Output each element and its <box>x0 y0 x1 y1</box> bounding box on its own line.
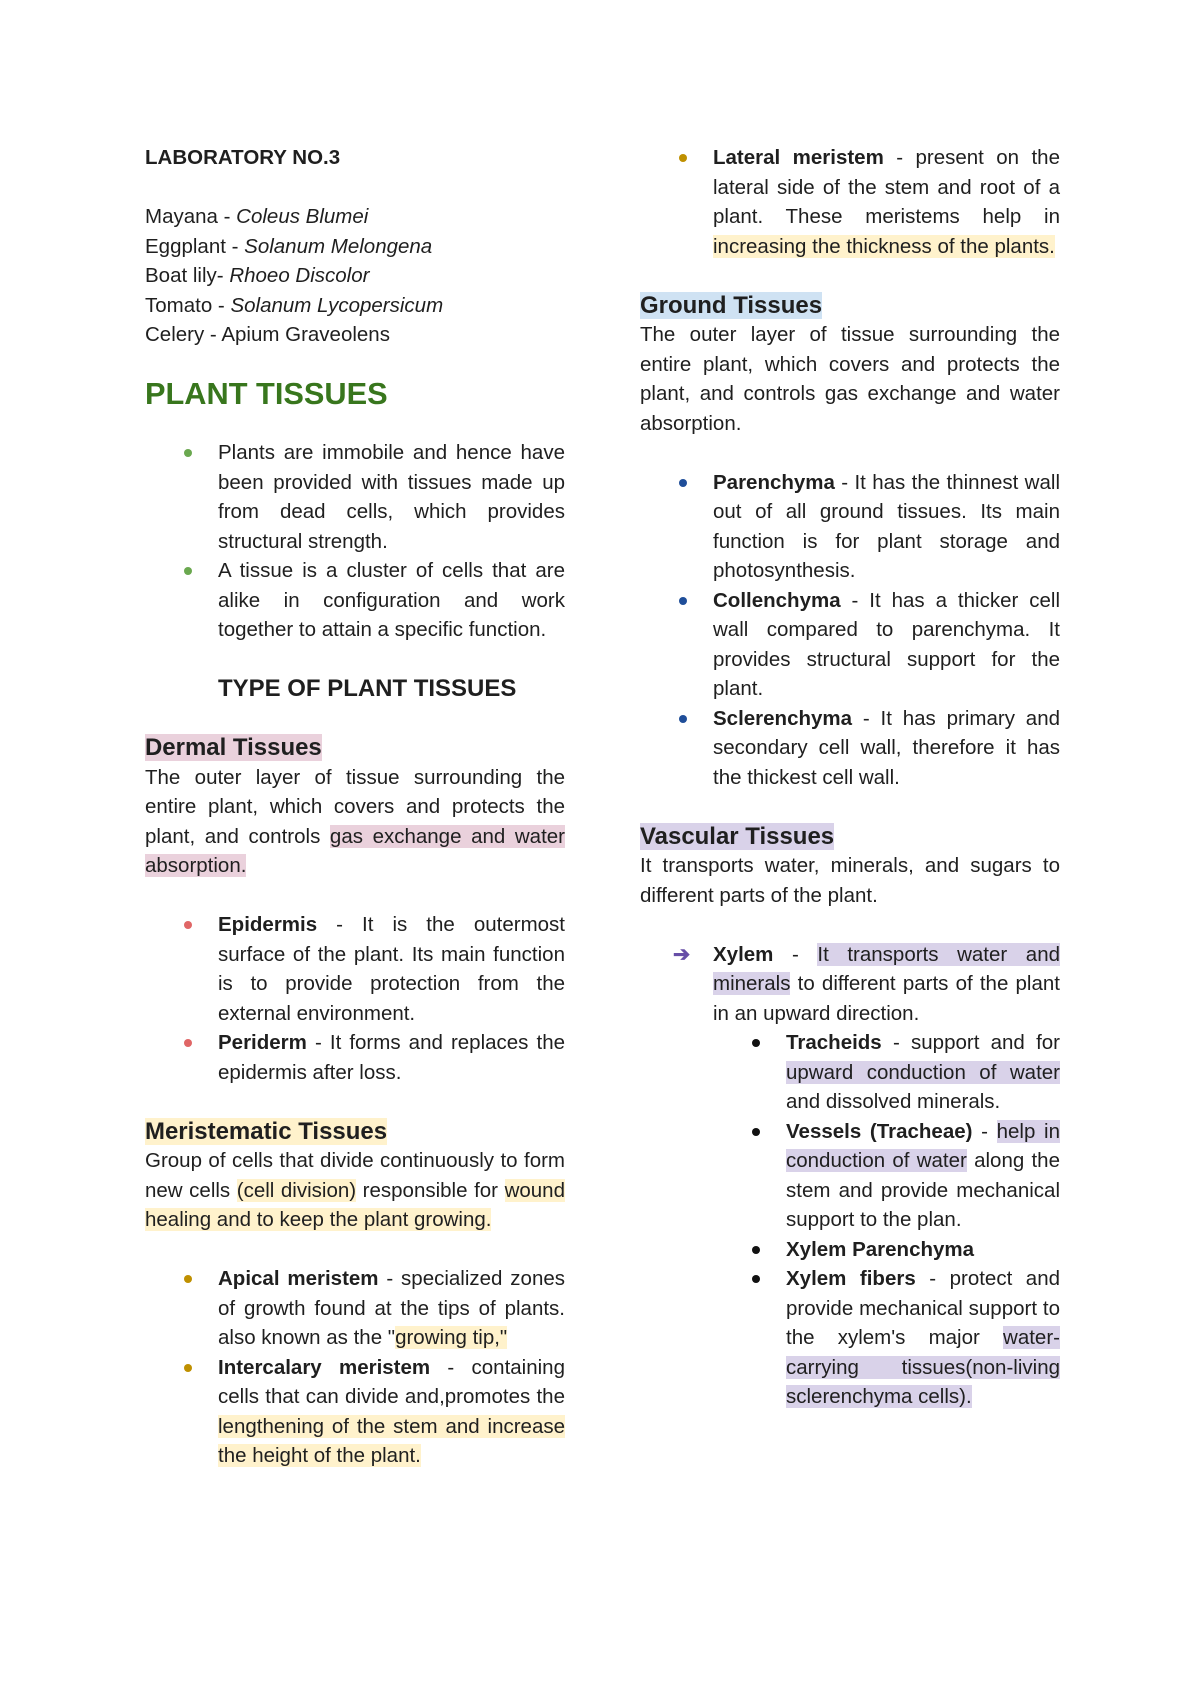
list-item: Parenchyma - It has the thinnest wall out of all ground tissues. Its main function is for plant storage and photosynthesis. <box>640 468 1060 586</box>
bullet-icon <box>184 1039 192 1047</box>
list-item: Lateral meristem - present on the lateral side of the stem and root of a plant. These meristems help in increasing the thickness of the plants. <box>640 143 1060 261</box>
list-item: Xylem Parenchyma <box>640 1235 1060 1265</box>
plant-entry: Mayana - Coleus Blumei <box>145 205 369 228</box>
list-item: Plants are immobile and hence have been provided with tissues made up from dead cells, which provides structural strength. <box>145 438 565 556</box>
plant-entry: Eggplant - Solanum Melongena <box>145 234 433 258</box>
bullet-icon <box>752 1039 760 1047</box>
dermal-heading: Dermal Tissues <box>145 734 322 761</box>
list-item: Tracheids - support and for upward conduction of water and dissolved minerals. <box>640 1028 1060 1117</box>
dermal-list <box>145 910 565 1087</box>
bullet-icon <box>184 567 192 575</box>
bullet-icon <box>184 1364 192 1372</box>
ground-heading: Ground Tissues <box>640 291 823 319</box>
plant-list <box>145 202 565 350</box>
vascular-description: It transports water, minerals, and sugars to different parts of the plant. <box>640 854 1060 907</box>
bullet-icon <box>752 1246 760 1254</box>
lab-title: LABORATORY NO.3 <box>145 146 341 169</box>
ground-description: The outer layer of tissue surrounding the entire plant, which covers and protects the plant, and controls gas exchange and water absorption. <box>640 323 1060 435</box>
list-item: A tissue is a cluster of cells that are alike in configuration and work together to attain a specific function. <box>145 556 565 645</box>
bullet-icon <box>679 479 687 487</box>
list-item: Xylem fibers - protect and provide mechanical support to the xylem's major water-carrying tissues(non-living sclerenchyma cells). <box>640 1264 1060 1412</box>
list-item: Apical meristem - specialized zones of growth found at the tips of plants. also known as the "growing tip," <box>145 1264 565 1353</box>
list-item: Vessels (Tracheae) - help in conduction of water along the stem and provide mechanical support to the plan. <box>640 1117 1060 1235</box>
plant-entry: Celery - Apium Graveolens <box>145 323 390 346</box>
bullet-icon <box>679 154 687 162</box>
bullet-icon <box>679 597 687 605</box>
intro-bullets <box>145 438 565 645</box>
list-item: Sclerenchyma - It has primary and secondary cell wall, therefore it has the thickest cell wall. <box>640 704 1060 793</box>
plant-entry: Boat lily- Rhoeo Discolor <box>145 264 370 287</box>
bullet-icon <box>184 1275 192 1283</box>
types-heading: TYPE OF PLANT TISSUES <box>218 675 517 702</box>
bullet-icon <box>184 921 192 929</box>
list-item: Periderm - It forms and replaces the epidermis after loss. <box>145 1028 565 1087</box>
bullet-icon <box>184 449 192 457</box>
meristem-list <box>145 1264 565 1471</box>
arrow-icon: ➔ <box>673 942 691 966</box>
plant-tissues-heading: PLANT TISSUES <box>145 376 388 411</box>
plant-entry: Tomato - Solanum Lycopersicum <box>145 293 444 317</box>
list-item: ➔ Xylem - It transports water and minerals to different parts of the plant in an upward direction. <box>640 940 1060 1029</box>
list-item: Intercalary meristem - containing cells that can divide and,promotes the lengthening of the stem and increase the height of the plant. <box>145 1353 565 1471</box>
ground-list <box>640 468 1060 793</box>
meristematic-heading: Meristematic Tissues <box>145 1117 388 1145</box>
meristematic-description: Group of cells that divide continuously to form new cells (cell division) responsible for wound healing and to keep the plant growing. <box>145 1149 565 1231</box>
left-column <box>145 143 565 1471</box>
bullet-icon <box>679 715 687 723</box>
dermal-description: The outer layer of tissue surrounding the entire plant, which covers and protects the plant, and controls gas exchange and water absorption. <box>145 765 565 877</box>
xylem-list <box>640 940 1060 1412</box>
bullet-icon <box>752 1275 760 1283</box>
bullet-icon <box>752 1128 760 1136</box>
lateral-list <box>640 143 1060 261</box>
right-column <box>640 143 1060 1412</box>
vascular-heading: Vascular Tissues <box>640 822 835 850</box>
list-item: Epidermis - It is the outermost surface of the plant. Its main function is to provide protection from the external environment. <box>145 910 565 1028</box>
list-item: Collenchyma - It has a thicker cell wall compared to parenchyma. It provides structural support for the plant. <box>640 586 1060 704</box>
